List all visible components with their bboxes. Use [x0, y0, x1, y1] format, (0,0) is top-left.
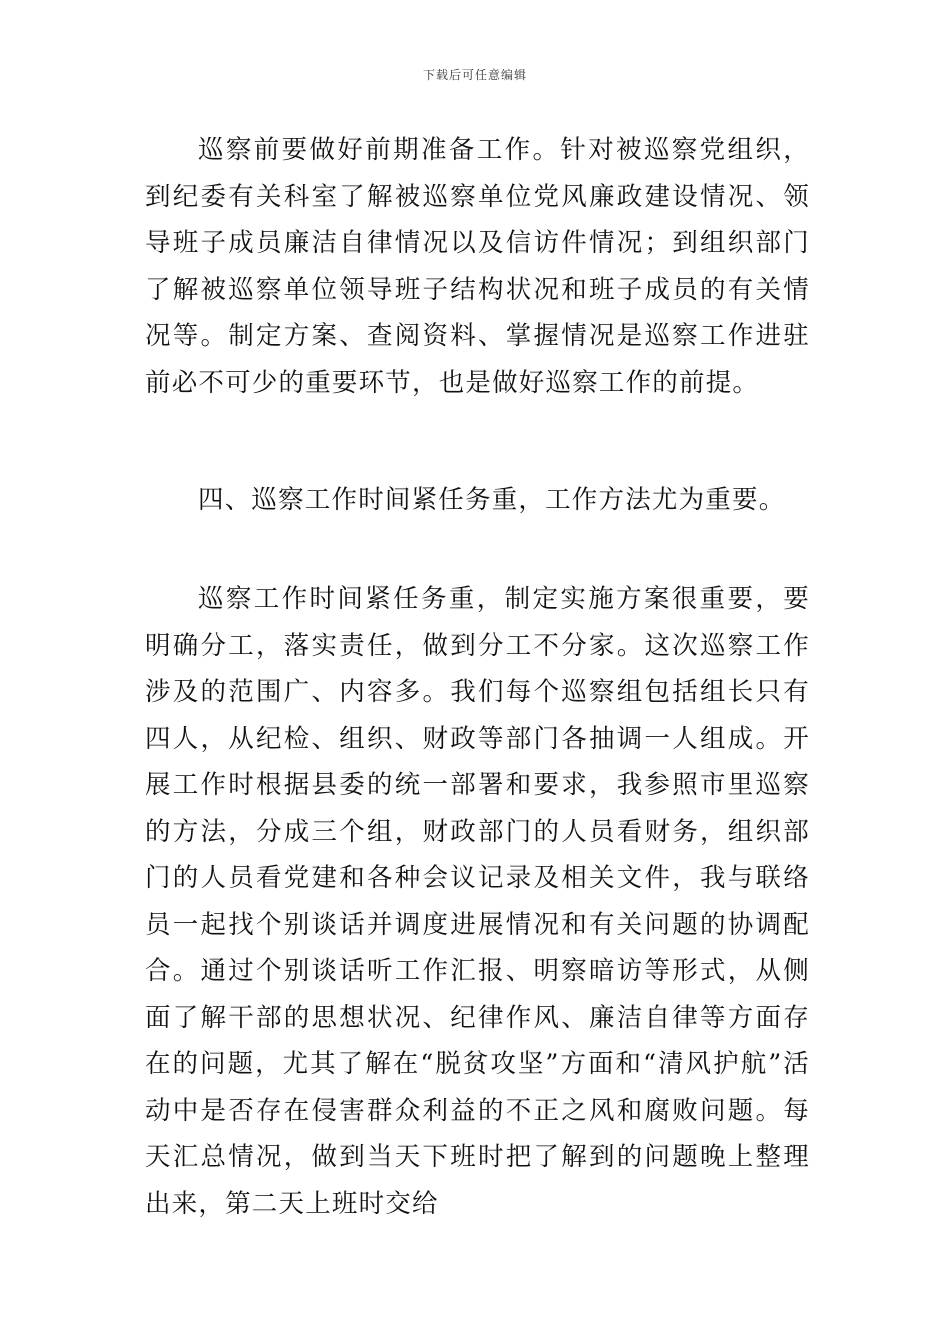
- paragraph-work-methods: 巡察工作时间紧任务重，制定实施方案很重要，要明确分工，落实责任，做到分工不分家。这次巡察工作涉及的范围广、内容多。我们每个巡察组包括组长只有四人，从纪检、组织、财政等部门各抽调一人组成。开展工作时根据县委的统一部署和要求，我参照市里巡察的方法，分成三个组，财政部门的人员看财务，组织部门的人员看党建和各种会议记录及相关文件，我与联络员一起找个别谈话并调度进展情况和有关问题的协调配合。通过个别谈话听工作汇报、明察暗访等形式，从侧面了解干部的思想状况、纪律作风、廉洁自律等方面存在的问题，尤其了解在“脱贫攻坚”方面和“清风护航”活动中是否存在侵害群众利益的不正之风和腐败问题。每天汇总情况，做到当天下班时把了解到的问题晚上整理出来，第二天上班时交给: [145, 584, 810, 1219]
- page-header-note: 下载后可任意编辑: [422, 68, 527, 82]
- section-heading-4: 四、巡察工作时间紧任务重，工作方法尤为重要。: [198, 485, 786, 515]
- paragraph-preparation: 巡察前要做好前期准备工作。针对被巡察党组织，到纪委有关科室了解被巡察单位党风廉政建设情况、领导班子成员廉洁自律情况以及信访件情况；到组织部门了解被巡察单位领导班子结构状况和班子成员的有关情况等。制定方案、查阅资料、掌握情况是巡察工作进驻前必不可少的重要环节，也是做好巡察工作的前提。: [145, 135, 810, 398]
